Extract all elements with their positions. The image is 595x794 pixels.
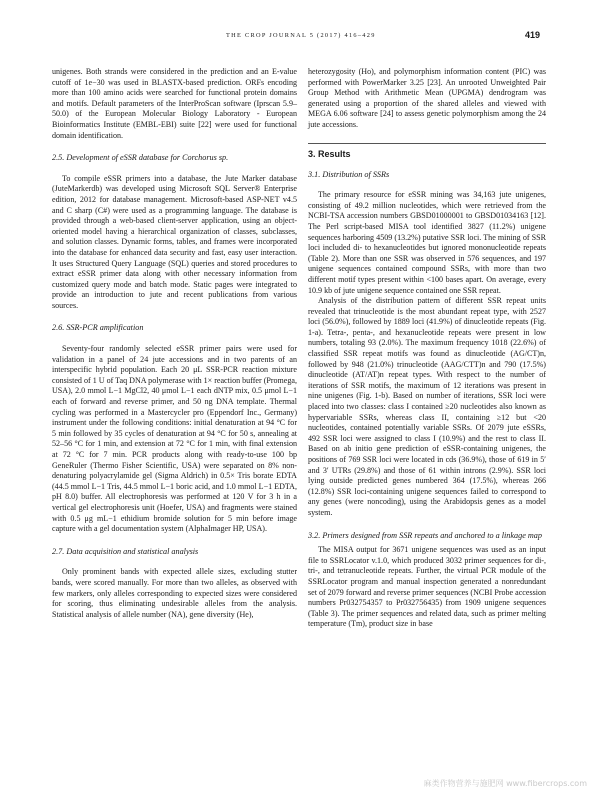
- repeat-analysis-paragraph: Analysis of the distribution pattern of different SSR repeat units revealed that trinucleotide is the most abundant repeat type, with 2527 loci (56.0%), followed by 1889 loci (41.9%) of dinucleotide repeats (Fig. 1-a). Tetra-, penta-, and hexanucleotide repeats were present in low numbers, totaling 93 (2.0%). The maximum frequency 1018 (22.6%) of classified SSR repeat motifs was found as dinucleotide (AG/CT)n, followed by 948 (21.0%) trinucleotide (AAG/CTT)n and 790 (17.5%) dinucleotide (AT/AT)n repeat types. With respect to the number of iterations of SSR motifs, the maximum of 12 iterations was present in nine unigenes (Fig. 1-b). Based on number of iterations, SSR loci were placed into two classes: class I contained ≥20 nucleotides also known as hypervariable SSRs, whereas class II, containing ≥12 but <20 nucleotides, contained potentially variable SSRs. Of 2079 jute eSSRs, 492 SSR loci were assigned to class I (10.9%) and the rest to class II. Based on ab initio gene prediction of eSSR-containing unigenes, the positions of 769 SSR loci were located in cds (36.9%), those of 619 in 5′ and 3′ UTRs (29.8%) and those of 61 within introns (2.9%). SSR loci lying outside predicted genes numbered 364 (17.5%), whereas 266 (12.8%) SSR loci-containing unigene sequences failed to correspond to any genes (were noncoding), using the Arabidopsis genes as a model system.: [308, 296, 546, 517]
- right-column: [308, 67, 546, 630]
- database-paragraph: To compile eSSR primers into a database, the Jute Marker database (JuteMarkerdb) was developed using Microsoft SQL Server® Enterprise edition, 2012 for database management. Microsoft-based ASP-NET v4.5 and C sharp (C#) were used as a programming language. The database is provided through a web-based client-server application, using an object-oriented model having a hierarchical organization of classes, subclasses, and solution classes. Dynamic forms, tables, and frames were incorporated into the database for enhanced data security and fast, easy user interaction. It uses Structured Query Language (SQL) queries and stored procedures to extract eSSR primer data along with other necessary information from customized query mode and batch mode. Static pages were integrated to provide an introduction to jute and recent publications from various sources.: [52, 173, 297, 310]
- primer-design-paragraph: The MISA output for 3671 unigene sequences was used as an input file to SSRLocator v.1.0, which produced 3032 primer sequences for di-, tri-, and tetranucleotide repeats. Further, the virtual PCR module of the SSRLocator program and manual inspection generated a nonredundant set of 2079 forward and reverse primer sequences (NCBI Probe accession numbers Pr032754357 to Pr032756435) from 1909 unigene sequences (Table 3). The primer sequences and related data, such as primer melting temperature (Tm), product size in base: [308, 545, 546, 629]
- watermark: 麻类作物营养与施肥网 www.fibercrops.com: [423, 779, 587, 788]
- section-heading-2-7: 2.7. Data acquisition and statistical analysis: [52, 546, 199, 556]
- stats-paragraph: heterozygosity (Ho), and polymorphism information content (PIC) was performed with PowerMarker 3.25 [23]. An unrooted Unweighted Pair Group Method with Arithmetic Mean (UPGMA) dendrogram was generated using a proportion of the shared alleles and viewed with MEGA 6.06 software [24] to assess genetic polymorphism among the 24 jute accessions.: [308, 67, 546, 129]
- section-heading-3-2: 3.2. Primers designed from SSR repeats and anchored to a linkage map: [308, 530, 542, 540]
- pcr-paragraph: Seventy-four randomly selected eSSR primer pairs were used for validation in a panel of 24 jute accessions and in two parents of an interspecific hybrid population. Each 20 μL SSR-PCR reaction mixture consisted of 1 U of Taq DNA polymerase with 1× reaction buffer (Promega, USA), 2.0 mmol L−1 MgCl2, 40 μmol L−1 each dNTP mix, 0.5 μmol L−1 each of forward and reverse primer, and 50 ng DNA template. Thermal cycling was performed in a Mastercycler pro (Eppendorf Inc., Germany) instrument under the following conditions: initial denaturation at 94 °C for 5 min followed by 35 cycles of denaturation at 94 °C for 50 s, annealing at 52–56 °C for 1 min, and extension at 72 °C for 1 min, with final extension at 72 °C for 7 min. PCR products along with ready-to-use 100 bp GeneRuler (Thermo Fisher Scientific, USA) were separated on 8% non-denaturing polyacrylamide gel (Sigma Aldrich) in 0.5× Tris borate EDTA (44.5 mmol L−1 Tris, 44.5 mmol L−1 boric acid, and 1.0 mmol L−1 EDTA, pH 8.0) buffer. All electrophoresis was performed at 120 V for 3 h in a vertical gel electrophoresis unit (Hoefer, USA) and fragments were stained with 0.5 μg mL−1 ethidium bromide solution for 5 min before image capture with a gel documentation system (AlphaImager HP, USA).: [52, 344, 297, 534]
- methods-paragraph-orf: unigenes. Both strands were considered in the prediction and an E-value cutoff of 1e−30 was used in BLASTX-based prediction. ORFs encoding more than 100 amino acids were searched for functional protein domains and motifs. Default parameters of the InterProScan software (Iprscan 5.9–50.0) of the European Molecular Biology Laboratory - European Bioinformatics Institute (EMBL-EBI) suite [22] were used for functional domain identification.: [52, 67, 297, 140]
- journal-running-title: THE CROP JOURNAL 5 (2017) 416–429: [226, 32, 376, 39]
- section-heading-3: 3. Results: [308, 148, 351, 159]
- section-heading-3-1: 3.1. Distribution of SSRs: [308, 169, 390, 179]
- page-header: [0, 31, 595, 45]
- left-column: [52, 67, 297, 620]
- ssr-distribution-paragraph: The primary resource for eSSR mining was 34,163 jute unigenes, consisting of 49.2 million nucleotides, which were retrieved from the NCBI-TSA accession numbers GBSD01000001 to GBSD01034163 [12]. The Perl script-based MISA tool identified 3827 (11.2%) unigene sequences harboring 4509 (13.2%) putative SSR loci. The mining of SSR loci included di- to hexanucleotides but ignored mononucleotide repeats (Table 2). More than one SSR was observed in 576 sequences, and 197 unigene sequences contained compound SSRs, with more than two different motif types present within <100 bases apart. On average, every 10.9 kb of jute unigene sequence contained one SSR repeat.: [308, 190, 546, 295]
- section-heading-2-6: 2.6. SSR-PCR amplification: [52, 323, 144, 333]
- page-number: 419: [524, 30, 540, 40]
- section-heading-2-5: 2.5. Development of eSSR database for Corchorus sp.: [52, 153, 229, 163]
- data-acquisition-paragraph: Only prominent bands with expected allele sizes, excluding stutter bands, were scored manually. For more than two alleles, as observed with few markers, only alleles corresponding to expected sizes were considered for scoring, thus eliminating undesirable alleles from the analysis. Statistical analysis of allele number (NA), gene diversity (He),: [52, 567, 297, 619]
